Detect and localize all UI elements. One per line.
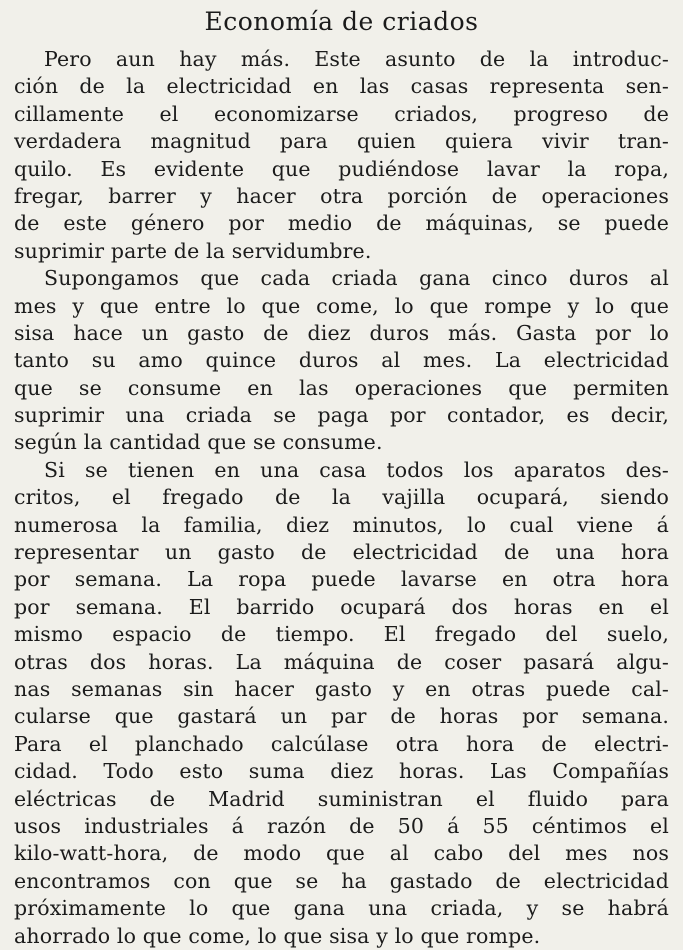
text-line: verdadera magnitud para quien quiera vivir tran- <box>14 129 669 154</box>
text-line: kilo-watt-hora, de modo que al cabo del mes nos <box>14 841 669 866</box>
text-line: suprimir parte de la servidumbre. <box>14 238 372 263</box>
text-line: según la cantidad que se consume. <box>14 430 383 455</box>
text-line: Si se tienen en una casa todos los aparatos des- <box>44 457 669 482</box>
text-line: encontramos con que se ha gastado de electricidad <box>14 868 669 893</box>
paragraph <box>14 457 669 950</box>
text-line: quilo. Es evidente que pudiéndose lavar la ropa, <box>14 156 669 181</box>
text-line: ahorrado lo que come, lo que sisa y lo que rompe. <box>14 923 541 948</box>
text-line: cularse que gastará un par de horas por semana. <box>14 704 669 729</box>
text-line: de este género por medio de máquinas, se puede <box>14 211 669 236</box>
text-line: cillamente el economizarse criados, progreso de <box>14 101 669 126</box>
article-body <box>14 46 669 950</box>
text-line: por semana. La ropa puede lavarse en otra hora <box>14 567 669 592</box>
text-line: Pero aun hay más. Este asunto de la introduc- <box>44 47 669 71</box>
text-line: Supongamos que cada criada gana cinco duros al <box>44 266 669 291</box>
text-line: otras dos horas. La máquina de coser pasará algu- <box>14 649 669 674</box>
text-line: eléctricas de Madrid suministran el fluido para <box>14 786 669 811</box>
article-title: Economía de criados <box>204 7 479 36</box>
text-line: que se consume en las operaciones que permiten <box>14 375 669 400</box>
text-line: tanto su amo quince duros al mes. La electricidad <box>14 348 669 373</box>
text-line: representar un gasto de electricidad de una hora <box>14 540 669 565</box>
text-line: Para el planchado calcúlase otra hora de electri- <box>14 731 669 756</box>
text-line: mismo espacio de tiempo. El fregado del suelo, <box>14 622 669 647</box>
text-line: critos, el fregado de la vajilla ocupará, siendo <box>14 485 669 510</box>
paragraph <box>14 265 669 457</box>
text-line: próximamente lo que gana una criada, y se habrá <box>14 896 669 921</box>
text-line: suprimir una criada se paga por contador, es decir, <box>14 403 669 428</box>
text-line: cidad. Todo esto suma diez horas. Las Compañías <box>14 759 669 784</box>
text-line: sisa hace un gasto de diez duros más. Gasta por lo <box>14 320 669 345</box>
text-line: mes y que entre lo que come, lo que rompe y lo que <box>14 293 669 318</box>
text-line: usos industriales á razón de 50 á 55 céntimos el <box>14 813 669 838</box>
paragraph <box>14 46 669 265</box>
text-line: por semana. El barrido ocupará dos horas en el <box>14 594 669 619</box>
text-line: numerosa la familia, diez minutos, lo cual viene á <box>14 512 669 537</box>
text-line: fregar, barrer y hacer otra porción de operaciones <box>14 183 669 208</box>
text-line: nas semanas sin hacer gasto y en otras puede cal- <box>14 676 669 701</box>
text-line: ción de la electricidad en las casas representa sen- <box>14 74 669 99</box>
